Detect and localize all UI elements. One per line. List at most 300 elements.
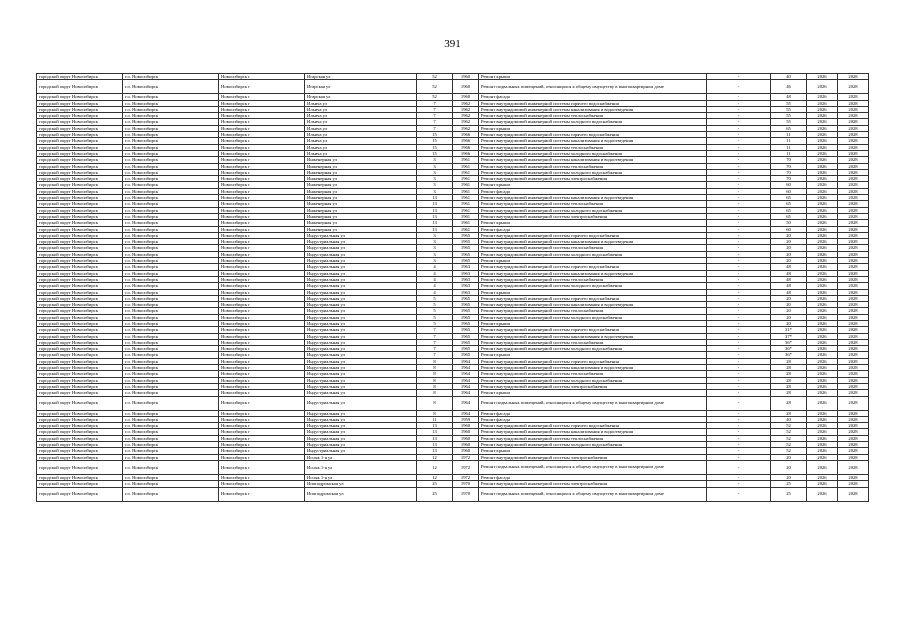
settlement-cell: Новосибирск г xyxy=(219,308,305,314)
build-year-cell: 1961 xyxy=(453,207,479,213)
district-cell: г.о. Новосибирск xyxy=(123,460,219,474)
street-cell: Игарская ул xyxy=(305,94,417,100)
value-cell: 20 xyxy=(771,314,807,320)
start-year-cell: 2026 xyxy=(807,365,838,371)
start-year-cell: 2026 xyxy=(807,487,838,501)
value-cell: 25 xyxy=(771,481,807,487)
start-year-cell: 2026 xyxy=(807,474,838,480)
start-year-cell: 2026 xyxy=(807,138,838,144)
street-cell: Инженерная ул xyxy=(305,226,417,232)
district-cell: г.о. Новосибирск xyxy=(123,474,219,480)
start-year-cell: 2026 xyxy=(807,423,838,429)
street-cell: Ильича ул xyxy=(305,138,417,144)
settlement-cell: Новосибирск г xyxy=(219,100,305,106)
start-year-cell: 2026 xyxy=(807,144,838,150)
dash-cell: - xyxy=(707,314,771,320)
build-year-cell: 1964 xyxy=(453,358,479,364)
street-cell: Ильича ул xyxy=(305,113,417,119)
end-year-cell: 2028 xyxy=(838,423,869,429)
work-type-cell: Ремонт подвальных помещений, относящихся к общему имуществу в многоквартирном доме xyxy=(479,460,707,474)
dash-cell: - xyxy=(707,119,771,125)
value-cell: 11 xyxy=(771,150,807,156)
settlement-cell: Новосибирск г xyxy=(219,132,305,138)
settlement-cell: Новосибирск г xyxy=(219,429,305,435)
end-year-cell: 2028 xyxy=(838,416,869,422)
work-type-cell: Ремонт крыши xyxy=(479,320,707,326)
end-year-cell: 2028 xyxy=(838,232,869,238)
settlement-cell: Новосибирск г xyxy=(219,320,305,326)
build-year-cell: 1970 xyxy=(453,481,479,487)
value-cell: 55 xyxy=(771,106,807,112)
value-cell: 65 xyxy=(771,125,807,131)
value-cell: 28 xyxy=(771,377,807,383)
street-cell: Инженерная ул xyxy=(305,157,417,163)
district-cell: г.о. Новосибирск xyxy=(123,213,219,219)
municipality-cell: городской округ Новосибирск xyxy=(37,132,123,138)
house-number-cell: 15 xyxy=(417,144,453,150)
value-cell: 36* xyxy=(771,339,807,345)
settlement-cell: Новосибирск г xyxy=(219,106,305,112)
work-type-cell: Ремонт внутридомовой инженерной системы холодного водоснабжения xyxy=(479,314,707,320)
street-cell: Индустриальная ул xyxy=(305,308,417,314)
house-number-cell: 13 xyxy=(417,220,453,226)
work-type-cell: Ремонт крыши xyxy=(479,352,707,358)
value-cell: 60 xyxy=(771,182,807,188)
settlement-cell: Новосибирск г xyxy=(219,295,305,301)
house-number-cell: 7 xyxy=(417,333,453,339)
municipality-cell: городской округ Новосибирск xyxy=(37,339,123,345)
municipality-cell: городской округ Новосибирск xyxy=(37,435,123,441)
end-year-cell: 2028 xyxy=(838,320,869,326)
table-row xyxy=(37,460,869,474)
table-body xyxy=(37,74,869,502)
build-year-cell: 1961 xyxy=(453,163,479,169)
settlement-cell: Новосибирск г xyxy=(219,163,305,169)
start-year-cell: 2026 xyxy=(807,270,838,276)
house-number-cell: 3 xyxy=(417,251,453,257)
start-year-cell: 2026 xyxy=(807,320,838,326)
end-year-cell: 2028 xyxy=(838,182,869,188)
end-year-cell: 2028 xyxy=(838,352,869,358)
start-year-cell: 2026 xyxy=(807,113,838,119)
district-cell: г.о. Новосибирск xyxy=(123,377,219,383)
settlement-cell: Новосибирск г xyxy=(219,396,305,410)
build-year-cell: 1962 xyxy=(453,106,479,112)
settlement-cell: Новосибирск г xyxy=(219,157,305,163)
municipality-cell: городской округ Новосибирск xyxy=(37,396,123,410)
end-year-cell: 2028 xyxy=(838,448,869,454)
street-cell: Иссык 1-я ул xyxy=(305,460,417,474)
value-cell: 65 xyxy=(771,195,807,201)
municipality-cell: городской округ Новосибирск xyxy=(37,144,123,150)
house-number-cell: 12 xyxy=(417,454,453,460)
build-year-cell: 1961 xyxy=(453,226,479,232)
settlement-cell: Новосибирск г xyxy=(219,481,305,487)
dash-cell: - xyxy=(707,232,771,238)
municipality-cell: городской округ Новосибирск xyxy=(37,119,123,125)
value-cell: 20 xyxy=(771,258,807,264)
house-number-cell: 12 xyxy=(417,460,453,474)
start-year-cell: 2026 xyxy=(807,132,838,138)
settlement-cell: Новосибирск г xyxy=(219,176,305,182)
municipality-cell: городской округ Новосибирск xyxy=(37,80,123,94)
district-cell: г.о. Новосибирск xyxy=(123,327,219,333)
build-year-cell: 1964 xyxy=(453,377,479,383)
municipality-cell: городской округ Новосибирск xyxy=(37,94,123,100)
house-number-cell: 3 xyxy=(417,232,453,238)
build-year-cell: 1959 xyxy=(453,416,479,422)
work-type-cell: Ремонт внутридомовой инженерной системы горячего водоснабжения xyxy=(479,358,707,364)
house-number-cell: 52 xyxy=(417,80,453,94)
municipality-cell: городской округ Новосибирск xyxy=(37,176,123,182)
start-year-cell: 2026 xyxy=(807,207,838,213)
municipality-cell: городской округ Новосибирск xyxy=(37,201,123,207)
street-cell: Индустриальная ул xyxy=(305,239,417,245)
build-year-cell: 1961 xyxy=(453,182,479,188)
dash-cell: - xyxy=(707,410,771,416)
street-cell: Индустриальная ул xyxy=(305,232,417,238)
settlement-cell: Новосибирск г xyxy=(219,144,305,150)
street-cell: Индустриальная ул xyxy=(305,371,417,377)
house-number-cell: 7 xyxy=(417,106,453,112)
district-cell: г.о. Новосибирск xyxy=(123,226,219,232)
street-cell: Иппподромская ул xyxy=(305,481,417,487)
end-year-cell: 2028 xyxy=(838,358,869,364)
start-year-cell: 2026 xyxy=(807,448,838,454)
settlement-cell: Новосибирск г xyxy=(219,327,305,333)
settlement-cell: Новосибирск г xyxy=(219,239,305,245)
dash-cell: - xyxy=(707,339,771,345)
street-cell: Ильича ул xyxy=(305,150,417,156)
start-year-cell: 2026 xyxy=(807,442,838,448)
house-number-cell: 8 xyxy=(417,358,453,364)
municipality-cell: городской округ Новосибирск xyxy=(37,226,123,232)
dash-cell: - xyxy=(707,481,771,487)
street-cell: Ильича ул xyxy=(305,100,417,106)
work-type-cell: Ремонт внутридомовой инженерной системы канализования и водоотведения xyxy=(479,239,707,245)
municipality-cell: городской округ Новосибирск xyxy=(37,371,123,377)
settlement-cell: Новосибирск г xyxy=(219,365,305,371)
dash-cell: - xyxy=(707,283,771,289)
work-type-cell: Ремонт фасада xyxy=(479,226,707,232)
build-year-cell: 1962 xyxy=(453,125,479,131)
work-type-cell: Ремонт подвальных помещений, относящихся к общему имуществу в многоквартирном доме xyxy=(479,396,707,410)
start-year-cell: 2026 xyxy=(807,169,838,175)
work-type-cell: Ремонт внутридомовой инженерной системы теплоснабжения xyxy=(479,276,707,282)
house-number-cell: 13 xyxy=(417,435,453,441)
settlement-cell: Новосибирск г xyxy=(219,220,305,226)
dash-cell: - xyxy=(707,416,771,422)
street-cell: Инженерная ул xyxy=(305,188,417,194)
district-cell: г.о. Новосибирск xyxy=(123,201,219,207)
district-cell: г.о. Новосибирск xyxy=(123,435,219,441)
dash-cell: - xyxy=(707,474,771,480)
dash-cell: - xyxy=(707,423,771,429)
settlement-cell: Новосибирск г xyxy=(219,188,305,194)
settlement-cell: Новосибирск г xyxy=(219,283,305,289)
district-cell: г.о. Новосибирск xyxy=(123,320,219,326)
build-year-cell: 1965 xyxy=(453,239,479,245)
district-cell: г.о. Новосибирск xyxy=(123,358,219,364)
end-year-cell: 2028 xyxy=(838,207,869,213)
house-number-cell: 5 xyxy=(417,302,453,308)
work-type-cell: Ремонт внутридомовой инженерной системы теплоснабжения xyxy=(479,245,707,251)
work-type-cell: Ремонт внутридомовой инженерной системы горячего водоснабжения xyxy=(479,132,707,138)
district-cell: г.о. Новосибирск xyxy=(123,429,219,435)
street-cell: Игарская ул xyxy=(305,74,417,80)
value-cell: 36* xyxy=(771,346,807,352)
settlement-cell: Новосибирск г xyxy=(219,390,305,396)
street-cell: Ильича ул xyxy=(305,132,417,138)
value-cell: 28 xyxy=(771,396,807,410)
municipality-cell: городской округ Новосибирск xyxy=(37,487,123,501)
house-number-cell: 7 xyxy=(417,352,453,358)
dash-cell: - xyxy=(707,429,771,435)
build-year-cell: 1963 xyxy=(453,289,479,295)
end-year-cell: 2028 xyxy=(838,346,869,352)
page-number: 391 xyxy=(444,38,461,50)
work-type-cell: Ремонт фасада xyxy=(479,188,707,194)
municipality-cell: городской округ Новосибирск xyxy=(37,251,123,257)
dash-cell: - xyxy=(707,487,771,501)
district-cell: г.о. Новосибирск xyxy=(123,182,219,188)
value-cell: 28 xyxy=(771,365,807,371)
dash-cell: - xyxy=(707,320,771,326)
settlement-cell: Новосибирск г xyxy=(219,358,305,364)
build-year-cell: 1961 xyxy=(453,201,479,207)
end-year-cell: 2028 xyxy=(838,150,869,156)
work-type-cell: Ремонт внутридомовой инженерной системы электроснабжения xyxy=(479,481,707,487)
value-cell: 52 xyxy=(771,429,807,435)
dash-cell: - xyxy=(707,352,771,358)
municipality-cell: городской округ Новосибирск xyxy=(37,377,123,383)
settlement-cell: Новосибирск г xyxy=(219,74,305,80)
settlement-cell: Новосибирск г xyxy=(219,302,305,308)
settlement-cell: Новосибирск г xyxy=(219,474,305,480)
settlement-cell: Новосибирск г xyxy=(219,454,305,460)
build-year-cell: 1965 xyxy=(453,320,479,326)
house-number-cell: 15 xyxy=(417,150,453,156)
value-cell: 60 xyxy=(771,188,807,194)
settlement-cell: Новосибирск г xyxy=(219,182,305,188)
work-type-cell: Ремонт внутридомовой инженерной системы холодного водоснабжения xyxy=(479,283,707,289)
street-cell: Индустриальная ул xyxy=(305,333,417,339)
end-year-cell: 2028 xyxy=(838,125,869,131)
start-year-cell: 2026 xyxy=(807,239,838,245)
street-cell: Ильича ул xyxy=(305,144,417,150)
build-year-cell: 1960 xyxy=(453,423,479,429)
district-cell: г.о. Новосибирск xyxy=(123,195,219,201)
start-year-cell: 2026 xyxy=(807,435,838,441)
value-cell: 65 xyxy=(771,207,807,213)
start-year-cell: 2026 xyxy=(807,264,838,270)
dash-cell: - xyxy=(707,371,771,377)
build-year-cell: 1960 xyxy=(453,74,479,80)
build-year-cell: 1965 xyxy=(453,308,479,314)
street-cell: Иппподромская ул xyxy=(305,487,417,501)
work-type-cell: Ремонт внутридомовой инженерной системы электроснабжения xyxy=(479,213,707,219)
build-year-cell: 1965 xyxy=(453,333,479,339)
municipality-cell: городской округ Новосибирск xyxy=(37,416,123,422)
end-year-cell: 2028 xyxy=(838,289,869,295)
settlement-cell: Новосибирск г xyxy=(219,410,305,416)
build-year-cell: 1961 xyxy=(453,213,479,219)
district-cell: г.о. Новосибирск xyxy=(123,264,219,270)
house-number-cell: 8 xyxy=(417,396,453,410)
house-number-cell: 8 xyxy=(417,371,453,377)
build-year-cell: 1964 xyxy=(453,410,479,416)
end-year-cell: 2028 xyxy=(838,132,869,138)
work-type-cell: Ремонт внутридомовой инженерной системы холодного водоснабжения xyxy=(479,150,707,156)
start-year-cell: 2026 xyxy=(807,352,838,358)
work-type-cell: Ремонт подвальных помещений, относящихся к общему имуществу в многоквартирном доме xyxy=(479,487,707,501)
value-cell: 70 xyxy=(771,157,807,163)
end-year-cell: 2028 xyxy=(838,226,869,232)
start-year-cell: 2026 xyxy=(807,80,838,94)
municipality-cell: городской округ Новосибирск xyxy=(37,258,123,264)
district-cell: г.о. Новосибирск xyxy=(123,157,219,163)
settlement-cell: Новосибирск г xyxy=(219,460,305,474)
district-cell: г.о. Новосибирск xyxy=(123,239,219,245)
municipality-cell: городской округ Новосибирск xyxy=(37,410,123,416)
settlement-cell: Новосибирск г xyxy=(219,352,305,358)
house-number-cell: 7 xyxy=(417,339,453,345)
value-cell: 28 xyxy=(771,371,807,377)
house-number-cell: 7 xyxy=(417,125,453,131)
district-cell: г.о. Новосибирск xyxy=(123,94,219,100)
work-type-cell: Ремонт внутридомовой инженерной системы холодного водоснабжения xyxy=(479,119,707,125)
dash-cell: - xyxy=(707,396,771,410)
value-cell: 20 xyxy=(771,474,807,480)
dash-cell: - xyxy=(707,239,771,245)
house-number-cell: 13 xyxy=(417,448,453,454)
build-year-cell: 1963 xyxy=(453,270,479,276)
house-number-cell: 7 xyxy=(417,100,453,106)
end-year-cell: 2028 xyxy=(838,245,869,251)
dash-cell: - xyxy=(707,276,771,282)
district-cell: г.о. Новосибирск xyxy=(123,144,219,150)
build-year-cell: 1964 xyxy=(453,383,479,389)
municipality-cell: городской округ Новосибирск xyxy=(37,481,123,487)
district-cell: г.о. Новосибирск xyxy=(123,270,219,276)
end-year-cell: 2028 xyxy=(838,377,869,383)
settlement-cell: Новосибирск г xyxy=(219,245,305,251)
settlement-cell: Новосибирск г xyxy=(219,258,305,264)
municipality-cell: городской округ Новосибирск xyxy=(37,100,123,106)
street-cell: Инженерная ул xyxy=(305,195,417,201)
street-cell: Инженерная ул xyxy=(305,182,417,188)
value-cell: 65 xyxy=(771,213,807,219)
district-cell: г.о. Новосибирск xyxy=(123,295,219,301)
settlement-cell: Новосибирск г xyxy=(219,113,305,119)
dash-cell: - xyxy=(707,138,771,144)
value-cell: 48 xyxy=(771,283,807,289)
value-cell: 11 xyxy=(771,132,807,138)
value-cell: 55 xyxy=(771,119,807,125)
build-year-cell: 1963 xyxy=(453,264,479,270)
settlement-cell: Новосибирск г xyxy=(219,289,305,295)
municipality-cell: городской округ Новосибирск xyxy=(37,390,123,396)
house-number-cell: 13 xyxy=(417,195,453,201)
settlement-cell: Новосибирск г xyxy=(219,487,305,501)
municipality-cell: городской округ Новосибирск xyxy=(37,125,123,131)
house-number-cell: 25 xyxy=(417,487,453,501)
end-year-cell: 2028 xyxy=(838,113,869,119)
dash-cell: - xyxy=(707,182,771,188)
end-year-cell: 2028 xyxy=(838,371,869,377)
municipality-cell: городской округ Новосибирск xyxy=(37,74,123,80)
end-year-cell: 2028 xyxy=(838,80,869,94)
district-cell: г.о. Новосибирск xyxy=(123,454,219,460)
municipality-cell: городской округ Новосибирск xyxy=(37,308,123,314)
start-year-cell: 2026 xyxy=(807,94,838,100)
settlement-cell: Новосибирск г xyxy=(219,377,305,383)
settlement-cell: Новосибирск г xyxy=(219,138,305,144)
municipality-cell: городской округ Новосибирск xyxy=(37,429,123,435)
build-year-cell: 1961 xyxy=(453,157,479,163)
district-cell: г.о. Новосибирск xyxy=(123,487,219,501)
build-year-cell: 1965 xyxy=(453,302,479,308)
build-year-cell: 1966 xyxy=(453,150,479,156)
house-number-cell: 13 xyxy=(417,442,453,448)
start-year-cell: 2026 xyxy=(807,232,838,238)
value-cell: 20 xyxy=(771,320,807,326)
district-cell: г.о. Новосибирск xyxy=(123,396,219,410)
start-year-cell: 2026 xyxy=(807,346,838,352)
municipality-cell: городской округ Новосибирск xyxy=(37,207,123,213)
house-number-cell: 3 xyxy=(417,157,453,163)
work-type-cell: Ремонт крыши xyxy=(479,258,707,264)
build-year-cell: 1961 xyxy=(453,169,479,175)
settlement-cell: Новосибирск г xyxy=(219,416,305,422)
value-cell: 20 xyxy=(771,245,807,251)
dash-cell: - xyxy=(707,176,771,182)
street-cell: Индустриальная ул xyxy=(305,339,417,345)
work-type-cell: Ремонт внутридомовой инженерной системы холодного водоснабжения xyxy=(479,207,707,213)
municipality-cell: городской округ Новосибирск xyxy=(37,454,123,460)
dash-cell: - xyxy=(707,365,771,371)
municipality-cell: городской округ Новосибирск xyxy=(37,283,123,289)
start-year-cell: 2026 xyxy=(807,410,838,416)
house-number-cell: 8 xyxy=(417,377,453,383)
value-cell: 70 xyxy=(771,169,807,175)
house-number-cell: 3 xyxy=(417,163,453,169)
work-type-cell: Ремонт внутридомовой инженерной системы холодного водоснабжения xyxy=(479,169,707,175)
house-number-cell: 7 xyxy=(417,113,453,119)
settlement-cell: Новосибирск г xyxy=(219,442,305,448)
street-cell: Ильича ул xyxy=(305,125,417,131)
dash-cell: - xyxy=(707,132,771,138)
build-year-cell: 1965 xyxy=(453,251,479,257)
district-cell: г.о. Новосибирск xyxy=(123,339,219,345)
build-year-cell: 1970 xyxy=(453,487,479,501)
work-type-cell: Ремонт внутридомовой инженерной системы теплоснабжения xyxy=(479,113,707,119)
work-type-cell: Ремонт внутридомовой инженерной системы холодного водоснабжения xyxy=(479,377,707,383)
end-year-cell: 2028 xyxy=(838,383,869,389)
street-cell: Иссык 1-я ул xyxy=(305,474,417,480)
house-number-cell: 11 xyxy=(417,416,453,422)
street-cell: Индустриальная ул xyxy=(305,264,417,270)
work-type-cell: Ремонт внутридомовой инженерной системы канализования и водоотведения xyxy=(479,106,707,112)
district-cell: г.о. Новосибирск xyxy=(123,416,219,422)
dash-cell: - xyxy=(707,74,771,80)
value-cell: 37* xyxy=(771,333,807,339)
dash-cell: - xyxy=(707,383,771,389)
work-type-cell: Ремонт крыши xyxy=(479,125,707,131)
start-year-cell: 2026 xyxy=(807,163,838,169)
street-cell: Индустриальная ул xyxy=(305,435,417,441)
work-type-cell: Ремонт внутридомовой инженерной системы канализования и водоотведения xyxy=(479,333,707,339)
